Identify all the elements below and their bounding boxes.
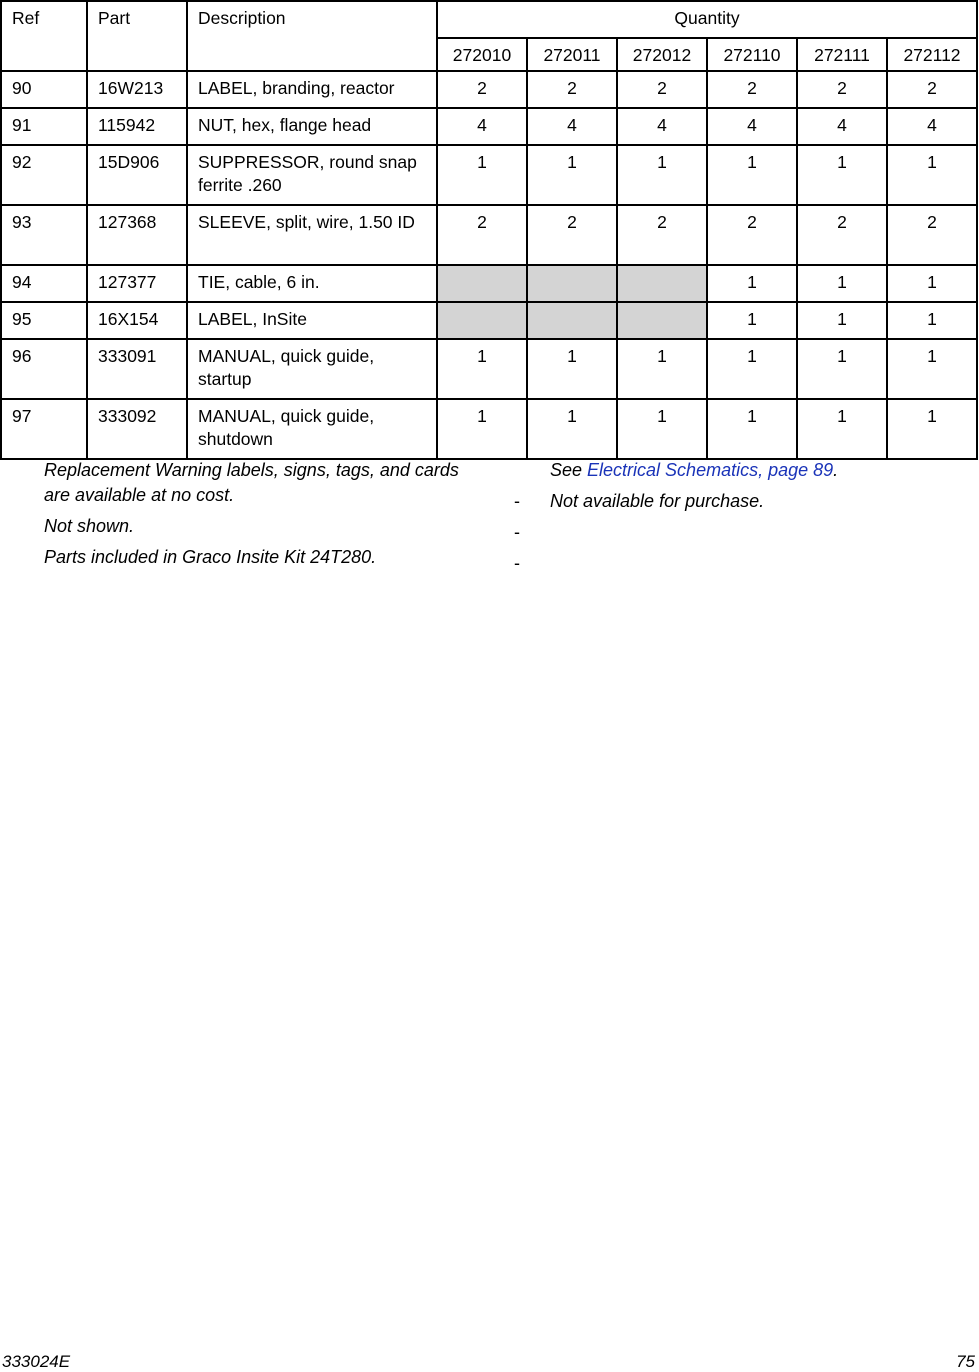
note-not-shown: Not shown. (44, 516, 135, 536)
document-number: 333024E (2, 1352, 71, 1371)
description-cell: TIE, cable, 6 in. (187, 265, 437, 302)
qty-cell: 1 (437, 399, 527, 459)
qty-column-header: 272110 (707, 38, 797, 71)
note-warning-labels: Replacement Warning labels, signs, tags, and cards are available at no cost. (44, 460, 459, 505)
qty-cell: 4 (527, 108, 617, 145)
table-row (1, 108, 977, 145)
ref-cell: 92 (1, 145, 87, 205)
qty-cell-not-applicable (437, 302, 527, 339)
part-cell: 16W213 (87, 71, 187, 108)
ref-cell: 95 (1, 302, 87, 339)
part-cell: 16X154 (87, 302, 187, 339)
part-cell: 15D906 (87, 145, 187, 205)
qty-cell: 2 (797, 205, 887, 265)
qty-cell: 1 (527, 339, 617, 399)
qty-cell-not-applicable (437, 265, 527, 302)
qty-cell: 1 (437, 145, 527, 205)
table-row (1, 302, 977, 339)
qty-cell: 4 (797, 108, 887, 145)
qty-cell-not-applicable (617, 265, 707, 302)
table-row (1, 205, 977, 265)
qty-cell: 1 (707, 302, 797, 339)
qty-cell: 1 (797, 339, 887, 399)
electrical-schematics-link[interactable]: Electrical Schematics, page 89 (587, 460, 834, 480)
qty-cell: 1 (797, 265, 887, 302)
header-description: Description (187, 1, 437, 71)
ref-cell: 94 (1, 265, 87, 302)
qty-cell: 1 (887, 399, 977, 459)
note-insite-kit: Parts included in Graco Insite Kit 24T280. (44, 547, 377, 567)
note-not-available: Not available for purchase. (550, 491, 765, 511)
qty-cell-not-applicable (617, 302, 707, 339)
part-cell: 333091 (87, 339, 187, 399)
qty-cell: 4 (617, 108, 707, 145)
header-quantity: Quantity (437, 1, 977, 38)
footnotes-left (44, 458, 464, 570)
qty-cell: 2 (707, 71, 797, 108)
part-cell: 127377 (87, 265, 187, 302)
part-cell: 333092 (87, 399, 187, 459)
qty-cell: 2 (797, 71, 887, 108)
dash-marker: - (514, 491, 520, 511)
ref-cell: 96 (1, 339, 87, 399)
qty-cell: 1 (797, 145, 887, 205)
qty-cell: 1 (707, 399, 797, 459)
qty-column-header: 272011 (527, 38, 617, 71)
description-cell: NUT, hex, flange head (187, 108, 437, 145)
qty-cell: 1 (887, 339, 977, 399)
qty-cell: 1 (887, 302, 977, 339)
qty-cell: 1 (617, 399, 707, 459)
description-cell: LABEL, InSite (187, 302, 437, 339)
qty-cell: 1 (437, 339, 527, 399)
description-cell: MANUAL, quick guide, shutdown (187, 399, 437, 459)
parts-table (0, 0, 978, 460)
table-row (1, 71, 977, 108)
qty-column-header: 272112 (887, 38, 977, 71)
qty-cell: 2 (527, 71, 617, 108)
qty-cell-not-applicable (527, 265, 617, 302)
description-cell: SLEEVE, split, wire, 1.50 ID (187, 205, 437, 265)
footnotes-right (514, 458, 954, 576)
qty-cell: 1 (797, 302, 887, 339)
qty-cell: 2 (707, 205, 797, 265)
qty-cell: 1 (617, 145, 707, 205)
qty-column-header: 272111 (797, 38, 887, 71)
dash-marker: - (514, 553, 520, 573)
note-see-schematics: See Electrical Schematics, page 89. (550, 460, 839, 480)
part-cell: 127368 (87, 205, 187, 265)
qty-cell: 2 (887, 71, 977, 108)
qty-column-header: 272012 (617, 38, 707, 71)
table-row (1, 339, 977, 399)
qty-cell: 2 (617, 205, 707, 265)
page-number: 75 (956, 1352, 975, 1371)
table-row (1, 265, 977, 302)
qty-cell: 4 (887, 108, 977, 145)
qty-cell: 1 (887, 265, 977, 302)
qty-cell: 1 (707, 145, 797, 205)
ref-cell: 93 (1, 205, 87, 265)
qty-cell: 1 (797, 399, 887, 459)
table-row (1, 399, 977, 459)
header-ref: Ref (1, 1, 87, 71)
qty-cell: 2 (887, 205, 977, 265)
qty-cell: 1 (527, 399, 617, 459)
qty-cell: 2 (617, 71, 707, 108)
ref-cell: 97 (1, 399, 87, 459)
qty-cell: 2 (437, 71, 527, 108)
ref-cell: 90 (1, 71, 87, 108)
qty-cell: 4 (437, 108, 527, 145)
ref-cell: 91 (1, 108, 87, 145)
qty-cell: 2 (527, 205, 617, 265)
qty-cell: 1 (707, 339, 797, 399)
description-cell: LABEL, branding, reactor (187, 71, 437, 108)
header-part: Part (87, 1, 187, 71)
qty-cell: 4 (707, 108, 797, 145)
part-cell: 115942 (87, 108, 187, 145)
qty-cell: 1 (707, 265, 797, 302)
description-cell: SUPPRESSOR, round snap ferrite .260 (187, 145, 437, 205)
description-cell: MANUAL, quick guide, startup (187, 339, 437, 399)
dash-marker: - (514, 522, 520, 542)
qty-column-header: 272010 (437, 38, 527, 71)
qty-cell: 2 (437, 205, 527, 265)
qty-cell-not-applicable (527, 302, 617, 339)
qty-cell: 1 (887, 145, 977, 205)
qty-cell: 1 (617, 339, 707, 399)
qty-cell: 1 (527, 145, 617, 205)
table-row (1, 145, 977, 205)
